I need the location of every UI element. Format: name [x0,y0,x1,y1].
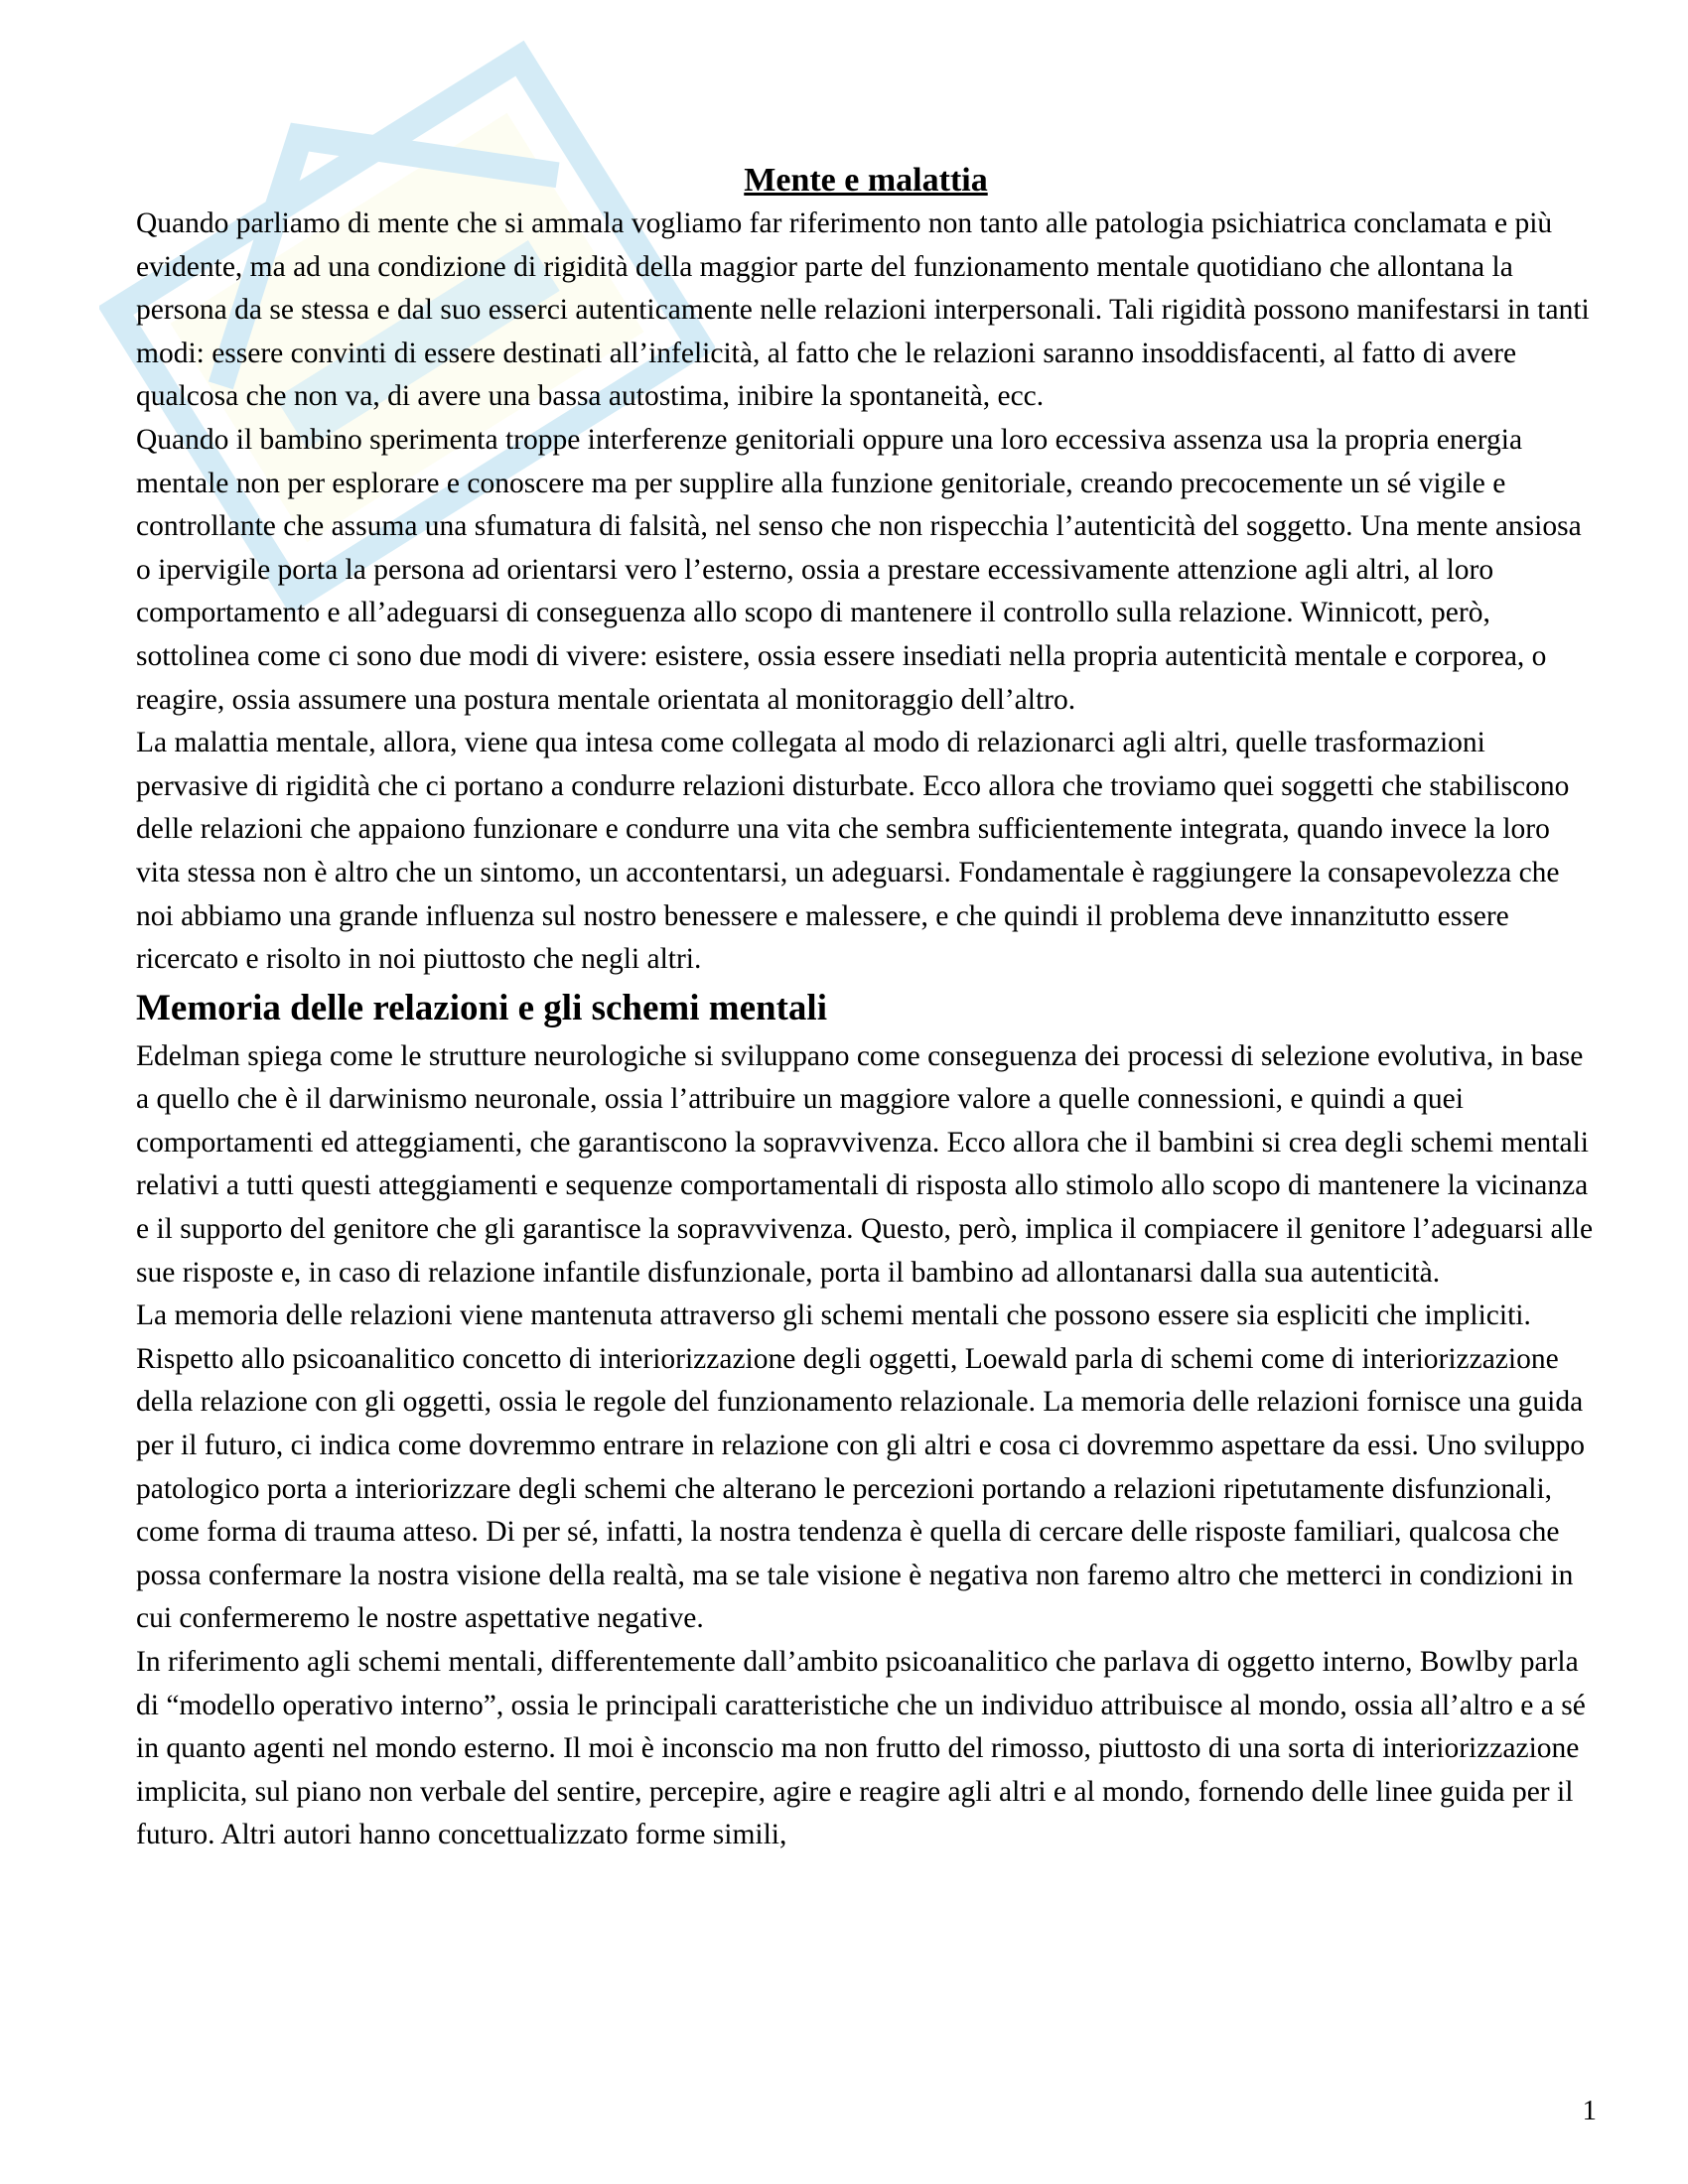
body-paragraph: La memoria delle relazioni viene mantenuta attraverso gli schemi mentali che possono essere sia espliciti che impliciti. Rispetto allo psicoanalitico concetto di interiorizzazione degli oggetti, Loewald parla di schemi come di interiorizzazione della relazione con gli oggetti, ossia le regole del funzionamento relazionale. La memoria delle relazioni fornisce una guida per il futuro, ci indica come dovremmo entrare in relazione con gli altri e cosa ci dovremmo aspettare da essi. Uno sviluppo patologico porta a interiorizzare degli schemi che alterano le percezioni portando a relazioni ripetutamente disfunzionali, come forma di trauma atteso. Di per sé, infatti, la nostra tendenza è quella di cercare delle risposte familiari, qualcosa che possa confermare la nostra visione della realtà, ma se tale visione è negativa non faremo altro che metterci in condizioni in cui confermeremo le nostre aspettative negative. [136,1299,1585,1635]
body-paragraph: Edelman spiega come le strutture neurologiche si sviluppano come conseguenza dei processi di selezione evolutiva, in base a quello che è il darwinismo neuronale, ossia l’attribuire un maggiore valore a quelle connessioni, e quindi a quei comportamenti ed atteggiamenti, che garantiscono la sopravvivenza. Ecco allora che il bambini si crea degli schemi mentali relativi a tutti questi atteggiamenti e sequenze comportamentali di risposta allo stimolo allo scopo di mantenere la vicinanza e il supporto del genitore che gli garantisce la sopravvivenza. Questo, però, implica il compiacere il genitore l’adeguarsi alle sue risposte e, in caso di relazione infantile disfunzionale, porta il bambino ad allontanarsi dalla sua autenticità. [136,1039,1594,1289]
section-heading: Memoria delle relazioni e gli schemi mentali [136,987,827,1028]
document-title: Mente e malattia [744,162,988,199]
body-paragraph: Quando il bambino sperimenta troppe interferenze genitoriali oppure una loro eccessiva assenza usa la propria energia mentale non per esplorare e conoscere ma per supplire alla funzione genitoriale, creando precocemente un sé vigile e controllante che assuma una sfumatura di falsità, nel senso che non rispecchia l’autenticità del soggetto. Una mente ansiosa o ipervigile porta la persona ad orientarsi vero l’esterno, ossia a prestare eccessivamente attenzione agli altri, al loro comportamento e all’adeguarsi di conseguenza allo scopo di mantenere il controllo sulla relazione. Winnicott, però, sottolinea come ci sono due modi di vivere: esistere, ossia essere insediati nella propria autenticità mentale e corporea, o reagire, ossia assumere una postura mentale orientata al monitoraggio dell’altro. [136,423,1582,716]
page-number: 1 [1582,2095,1597,2126]
document-page [136,159,1596,1857]
body-paragraph: In riferimento agli schemi mentali, differentemente dall’ambito psicoanalitico che parlava di oggetto interno, Bowlby parla di “modello operativo interno”, ossia le principali caratteristiche che un individuo attribuisce al mondo, ossia all’altro e a sé in quanto agenti nel mondo esterno. Il moi è inconscio ma non frutto del rimosso, piuttosto di una sorta di interiorizzazione implicita, sul piano non verbale del sentire, percepire, agire e reagire agli altri e al mondo, fornendo delle linee guida per il futuro. Altri autori hanno concettualizzato forme simili, [136,1646,1586,1851]
body-paragraph: Quando parliamo di mente che si ammala vogliamo far riferimento non tanto alle patologia psichiatrica conclamata e più evidente, ma ad una condizione di rigidità della maggior parte del funzionamento mentale quotidiano che allontana la persona da se stessa e dal suo esserci autenticamente nelle relazioni interpersonali. Tali rigidità possono manifestarsi in tanti modi: essere convinti di essere destinati all’infelicità, al fatto che le relazioni saranno insoddisfacenti, al fatto di avere qualcosa che non va, di avere una bassa autostima, inibire la spontaneità, ecc. [136,207,1590,413]
body-paragraph: La malattia mentale, allora, viene qua intesa come collegata al modo di relazionarci agli altri, quelle trasformazioni pervasive di rigidità che ci portano a condurre relazioni disturbate. Ecco allora che troviamo quei soggetti che stabiliscono delle relazioni che appaiono funzionare e condurre una vita che sembra sufficientemente integrata, quando invece la loro vita stessa non è altro che un sintomo, un accontentarsi, un adeguarsi. Fondamentale è raggiungere la consapevolezza che noi abbiamo una grande influenza sul nostro benessere e malessere, e che quindi il problema deve innanzitutto essere ricercato e risolto in noi piuttosto che negli altri. [136,727,1570,976]
